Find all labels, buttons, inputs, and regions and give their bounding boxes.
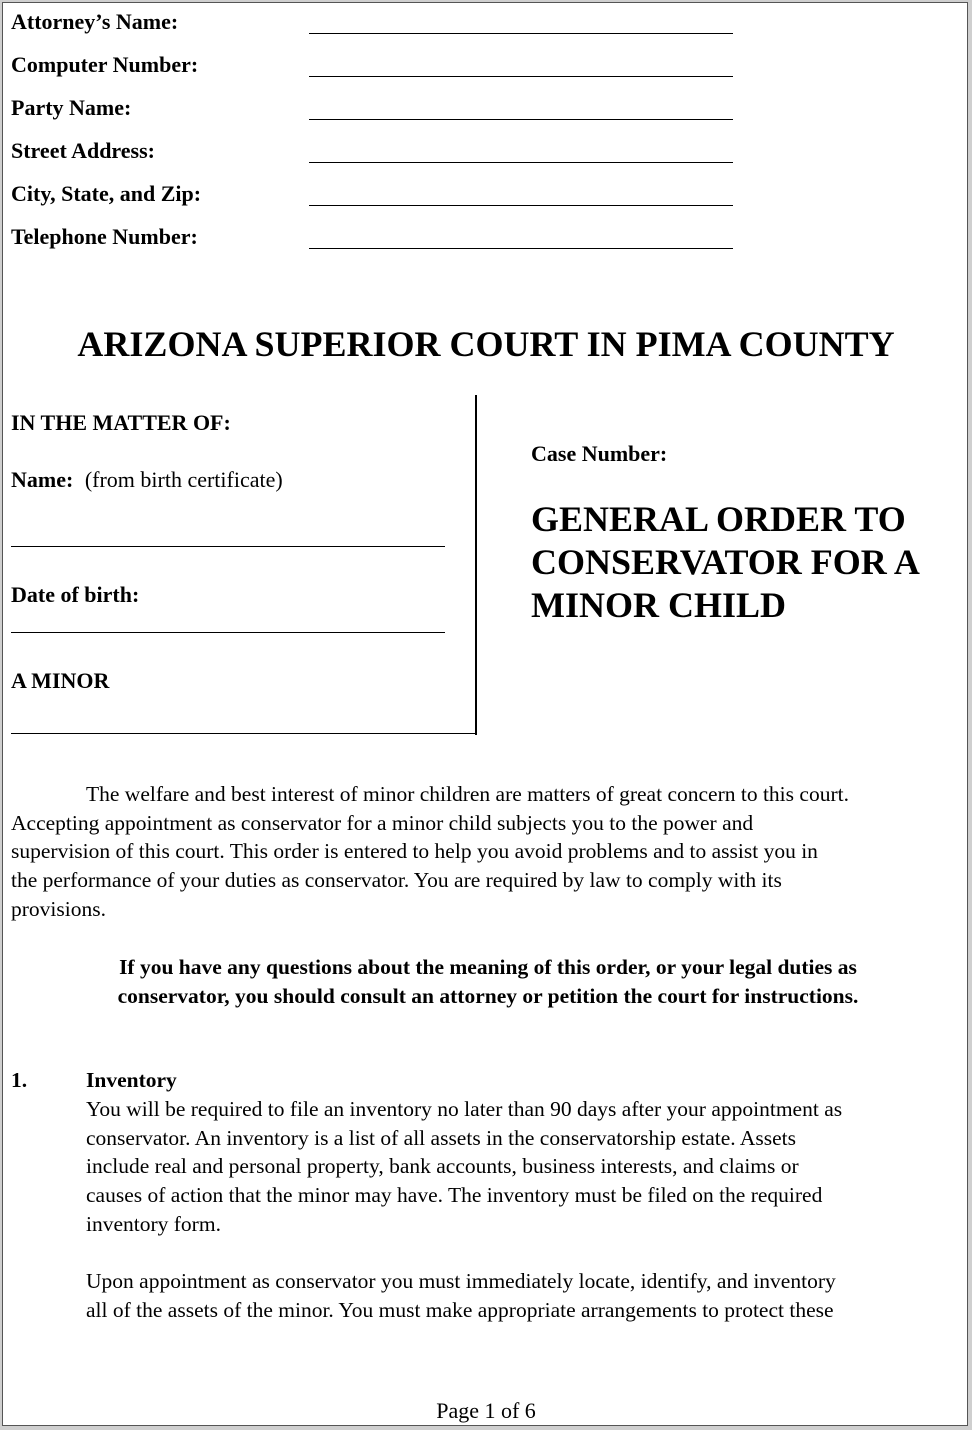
name-line — [11, 467, 283, 493]
computer-number-blank[interactable] — [309, 76, 733, 77]
telephone-number-label: Telephone Number: — [11, 224, 198, 249]
party-name-blank[interactable] — [309, 119, 733, 120]
dob-label: Date of birth: — [11, 582, 140, 607]
intro-line: the performance of your duties as conservator. You are required by law to comply with its — [11, 868, 782, 892]
notice-line: If you have any questions about the meaning of this order, or your legal duties as — [119, 955, 857, 979]
legal-notice — [43, 953, 933, 1010]
city-state-zip-label: City, State, and Zip: — [11, 181, 202, 206]
street-address-label: Street Address: — [11, 138, 156, 163]
attorney-name-blank[interactable] — [309, 33, 733, 34]
caption-divider — [475, 395, 477, 735]
document-page — [2, 2, 968, 1426]
name-note: (from birth certificate) — [84, 467, 283, 492]
caption-bottom-rule — [11, 733, 477, 734]
dob-blank[interactable] — [11, 632, 445, 633]
intro-line: provisions. — [11, 897, 106, 921]
name-blank[interactable] — [11, 546, 445, 547]
section-line: You will be required to file an inventory no later than 90 days after your appointment as — [86, 1097, 843, 1121]
section-line: include real and personal property, bank accounts, business interests, and claims or — [86, 1154, 799, 1178]
case-number-label: Case Number: — [531, 441, 668, 466]
section-number: 1. — [11, 1068, 28, 1092]
city-state-zip-blank[interactable] — [309, 205, 733, 206]
order-title: GENERAL ORDER TO CONSERVATOR FOR A MINOR CHILD — [531, 499, 918, 625]
notice-line: conservator, you should consult an attorney or petition the court for instructions. — [117, 983, 859, 1008]
attorney-name-label: Attorney’s Name: — [11, 9, 179, 34]
party-name-label: Party Name: — [11, 95, 132, 120]
section-line: conservator. An inventory is a list of all assets in the conservatorship estate. Assets — [86, 1126, 796, 1150]
section-line: inventory form. — [86, 1212, 221, 1236]
page-number: Page 1 of 6 — [436, 1398, 536, 1423]
section-heading: Inventory — [86, 1068, 177, 1092]
minor-label: A MINOR — [11, 668, 110, 693]
street-address-blank[interactable] — [309, 162, 733, 163]
court-title: ARIZONA SUPERIOR COURT IN PIMA COUNTY — [77, 324, 895, 364]
section-line: Upon appointment as conservator you must immediately locate, identify, and inventory — [86, 1269, 836, 1293]
name-label: Name: — [11, 467, 74, 492]
computer-number-label: Computer Number: — [11, 52, 199, 77]
telephone-number-blank[interactable] — [309, 248, 733, 249]
matter-of-label: IN THE MATTER OF: — [11, 410, 231, 435]
intro-line: supervision of this court. This order is entered to help you avoid problems and to assist you in — [11, 839, 818, 863]
intro-line: The welfare and best interest of minor children are matters of great concern to this court. — [86, 782, 849, 806]
section-line: all of the assets of the minor. You must make appropriate arrangements to protect these — [86, 1298, 834, 1322]
section-line: causes of action that the minor may have. The inventory must be filed on the required — [86, 1183, 823, 1207]
intro-line: Accepting appointment as conservator for a minor child subjects you to the power and — [11, 811, 754, 835]
